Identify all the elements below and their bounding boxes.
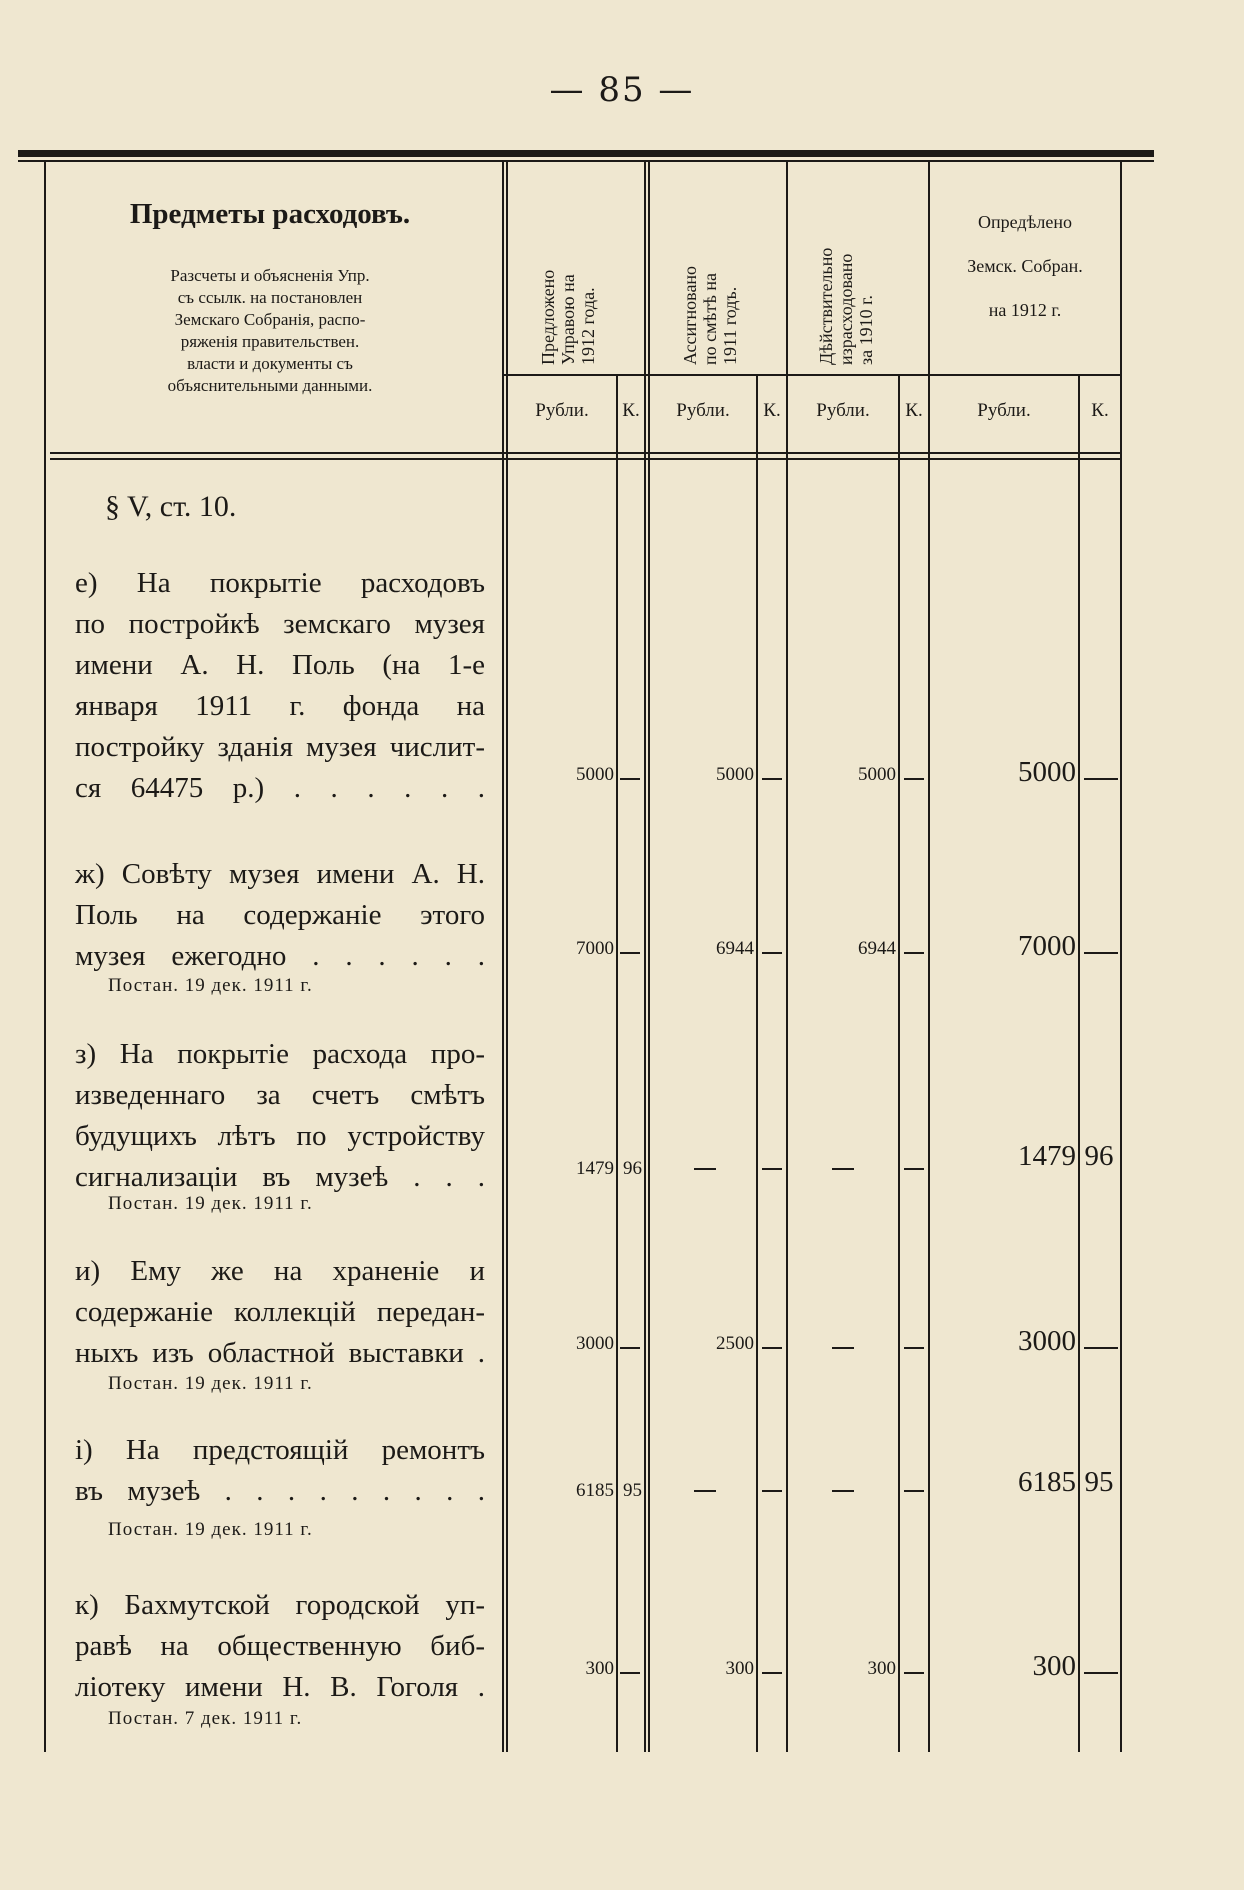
item-line: е) На покрытіе расходовъ xyxy=(75,567,485,599)
table-border-left xyxy=(44,162,46,1752)
header-title: Предметы расходовъ. xyxy=(129,198,411,230)
item-k-determined-k xyxy=(1084,1672,1118,1674)
item-zh-note: Постан. 19 дек. 1911 г. xyxy=(108,975,313,996)
page-number: — 85 — xyxy=(549,70,695,110)
unit-kop-4: К. xyxy=(1091,400,1109,421)
item-line: з) На покрытіе расхода про- xyxy=(75,1038,485,1070)
header-col-proposed: Предложено Управою на 1912 года. xyxy=(538,269,598,365)
item-z-note: Постан. 19 дек. 1911 г. xyxy=(108,1193,313,1214)
item-zh-determined: 7000 xyxy=(1018,930,1076,962)
item-line: и) Ему же на храненіе и xyxy=(75,1255,485,1287)
header-col-determined xyxy=(932,200,1118,332)
item-line: ся 64475 р.) . . . . . . xyxy=(75,772,485,804)
item-k-proposed: 300 xyxy=(585,1658,614,1679)
item-zh-determined-k xyxy=(1084,952,1118,954)
item-line: к) Бахмутской городской уп- xyxy=(75,1589,485,1621)
unit-rub-1: Рубли. xyxy=(535,400,589,421)
item-line: имени А. Н. Поль (на 1-е xyxy=(75,649,485,681)
item-line: музея ежегодно . . . . . . xyxy=(75,940,485,972)
item-k-assigned-k xyxy=(762,1672,782,1674)
item-line: Поль на содержаніе этого xyxy=(75,899,485,931)
item-line: по постройкѣ земскаго музея xyxy=(75,608,485,640)
header-bottom-rule xyxy=(50,452,1120,454)
unit-rub-2: Рубли. xyxy=(676,400,730,421)
item-z-proposed-k: 96 xyxy=(623,1158,642,1179)
item-e-determined-k xyxy=(1084,778,1118,780)
unit-kop-1: К. xyxy=(622,400,640,421)
item-e-determined: 5000 xyxy=(1018,756,1076,788)
item-zh-assigned: 6944 xyxy=(716,938,754,959)
header-subtitle-line: власти и документы съ xyxy=(187,354,353,373)
item-ii-proposed: 6185 xyxy=(576,1480,614,1501)
item-ii-proposed-k: 95 xyxy=(623,1480,642,1501)
item-e-assigned-k xyxy=(762,778,782,780)
header-col4-line: на 1912 г. xyxy=(988,300,1062,320)
item-z-spent-k xyxy=(904,1168,924,1170)
item-zh-proposed-k xyxy=(620,952,640,954)
item-i-determined-k xyxy=(1084,1347,1118,1349)
item-e-assigned: 5000 xyxy=(716,764,754,785)
item-ii-spent xyxy=(832,1490,854,1492)
unit-kop-2: К. xyxy=(763,400,781,421)
header-bottom-rule-2 xyxy=(50,458,1120,460)
header-col-assigned: Ассигновано по смѣтѣ на 1911 годъ. xyxy=(680,265,740,365)
item-i-note: Постан. 19 дек. 1911 г. xyxy=(108,1373,313,1394)
item-zh-spent-k xyxy=(904,952,924,954)
item-ii-spent-k xyxy=(904,1490,924,1492)
header-subtitle-line: Разсчеты и объясненія Упр. xyxy=(170,266,370,285)
item-k-determined: 300 xyxy=(1032,1650,1076,1682)
item-line: въ музеѣ . . . . . . . . . xyxy=(75,1475,485,1507)
col-divider-kop2 xyxy=(756,375,758,1752)
item-ii-determined-k: 95 xyxy=(1084,1466,1114,1498)
item-z-assigned xyxy=(694,1168,716,1170)
header-col4-line: Опредѣлено xyxy=(978,212,1072,232)
col-divider-1 xyxy=(502,162,504,1752)
top-rule xyxy=(18,150,1154,157)
header-subtitle-line: ряженія правительствен. xyxy=(180,332,360,351)
item-e-spent-k xyxy=(904,778,924,780)
item-line: ныхъ изъ областной выставки . xyxy=(75,1337,485,1369)
item-z-determined: 1479 xyxy=(1018,1140,1076,1172)
item-i-spent xyxy=(832,1347,854,1349)
header-subtitle-line: съ ссылк. на постановлен xyxy=(177,288,363,307)
item-line: ж) Совѣту музея имени А. Н. xyxy=(75,858,485,890)
item-z-determined-k: 96 xyxy=(1084,1140,1114,1172)
item-ii-assigned-k xyxy=(762,1490,782,1492)
item-zh-spent: 6944 xyxy=(858,938,896,959)
item-line: ліотеку имени Н. В. Гоголя . xyxy=(75,1671,485,1703)
item-k-spent: 300 xyxy=(867,1658,896,1679)
item-line: будущихъ лѣтъ по устройству xyxy=(75,1120,485,1152)
item-z-proposed: 1479 xyxy=(576,1158,614,1179)
item-k-note: Постан. 7 дек. 1911 г. xyxy=(108,1708,303,1729)
top-rule-thin xyxy=(18,160,1154,162)
item-line: равѣ на общественную биб- xyxy=(75,1630,485,1662)
item-e-text xyxy=(75,563,485,809)
unit-kop-3: К. xyxy=(905,400,923,421)
col-divider-2 xyxy=(644,162,646,1752)
unit-rub-3: Рубли. xyxy=(816,400,870,421)
header-unit-rule xyxy=(504,374,1120,376)
item-e-spent: 5000 xyxy=(858,764,896,785)
item-i-text xyxy=(75,1251,485,1374)
item-e-proposed-k xyxy=(620,778,640,780)
item-i-proposed: 3000 xyxy=(576,1333,614,1354)
item-ii-assigned xyxy=(694,1490,716,1492)
item-i-spent-k xyxy=(904,1347,924,1349)
item-k-spent-k xyxy=(904,1672,924,1674)
header-col-spent: Дѣйствительно израсходовано за 1910 г. xyxy=(816,247,876,365)
header-col4-line: Земск. Собран. xyxy=(967,256,1083,276)
item-line: постройку зданія музея числит- xyxy=(75,731,485,763)
col-divider-kop1 xyxy=(616,375,618,1752)
item-i-proposed-k xyxy=(620,1347,640,1349)
item-e-proposed: 5000 xyxy=(576,764,614,785)
item-z-spent xyxy=(832,1168,854,1170)
item-k-assigned: 300 xyxy=(725,1658,754,1679)
header-subtitle-line: объяснительными данными. xyxy=(167,376,373,395)
item-k-text xyxy=(75,1585,485,1708)
item-line: января 1911 г. фонда на xyxy=(75,690,485,722)
item-ii-note: Постан. 19 дек. 1911 г. xyxy=(108,1519,313,1540)
item-z-text xyxy=(75,1034,485,1198)
item-ii-text xyxy=(75,1430,485,1512)
item-zh-proposed: 7000 xyxy=(576,938,614,959)
item-i-assigned-k xyxy=(762,1347,782,1349)
item-line: і) На предстоящій ремонтъ xyxy=(75,1434,485,1466)
unit-rub-4: Рубли. xyxy=(977,400,1031,421)
header-subtitle-line: Земскаго Собранія, распо- xyxy=(174,310,366,329)
item-line: содержаніе коллекцій передан- xyxy=(75,1296,485,1328)
item-ii-determined: 6185 xyxy=(1018,1466,1076,1498)
col-divider-kop4 xyxy=(1078,375,1080,1752)
item-z-assigned-k xyxy=(762,1168,782,1170)
item-k-proposed-k xyxy=(620,1672,640,1674)
header-subtitle xyxy=(50,265,490,397)
item-i-determined: 3000 xyxy=(1018,1325,1076,1357)
item-i-assigned: 2500 xyxy=(716,1333,754,1354)
col-divider-kop3 xyxy=(898,375,900,1752)
item-zh-text xyxy=(75,854,485,977)
item-line: изведеннаго за счетъ смѣтъ xyxy=(75,1079,485,1111)
item-line: сигнализаціи въ музеѣ . . . xyxy=(75,1161,485,1193)
item-zh-assigned-k xyxy=(762,952,782,954)
table-border-right xyxy=(1120,162,1122,1752)
section-title: § V, ст. 10. xyxy=(105,490,237,523)
